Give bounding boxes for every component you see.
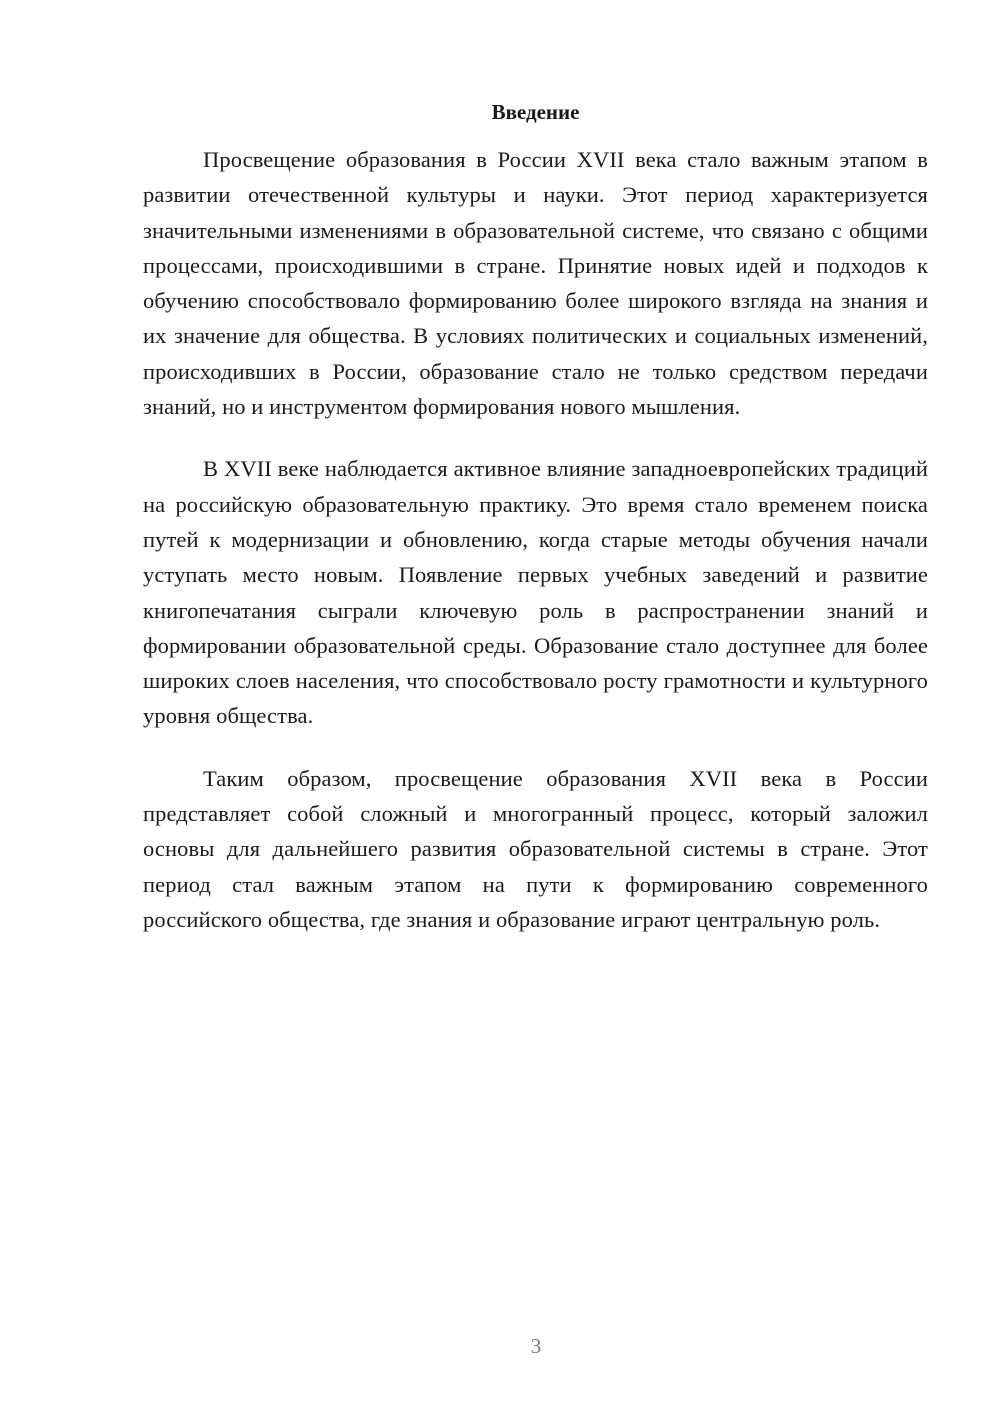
body-text: [143, 142, 928, 964]
paragraph-1: Просвещение образования в России XVII века стало важным этапом в развитии отечественной культуры и науки. Этот период характеризуется значительными изменениями в образовательной системе, что связано с общими процессами, происходившими в стране. Принятие новых идей и подходов к обучению способствовало формированию более широкого взгляда на знания и их значение для общества. В условиях политических и социальных изменений, происходивших в России, образование стало не только средством передачи знаний, но и инструментом формирования нового мышления.: [143, 147, 928, 420]
paragraph-2: В XVII веке наблюдается активное влияние западноевропейских традиций на российскую образовательную практику. Это время стало временем поиска путей к модернизации и обновлению, когда старые методы обучения начали уступать место новым. Появление первых учебных заведений и развитие книгопечатания сыграли ключевую роль в распространении знаний и формировании образовательной среды. Образование стало доступнее для более широких слоев населения, что способствовало росту грамотности и культурного уровня общества.: [143, 456, 928, 729]
paragraph-3: Таким образом, просвещение образования XVII века в России представляет собой сложный и многогранный процесс, который заложил основы для дальнейшего развития образовательной системы в стране. Этот период стал важным этапом на пути к формированию современного российского общества, где знания и образование играют центральную роль.: [143, 765, 928, 932]
section-heading: Введение: [491, 100, 580, 124]
page-number: 3: [530, 1334, 542, 1358]
